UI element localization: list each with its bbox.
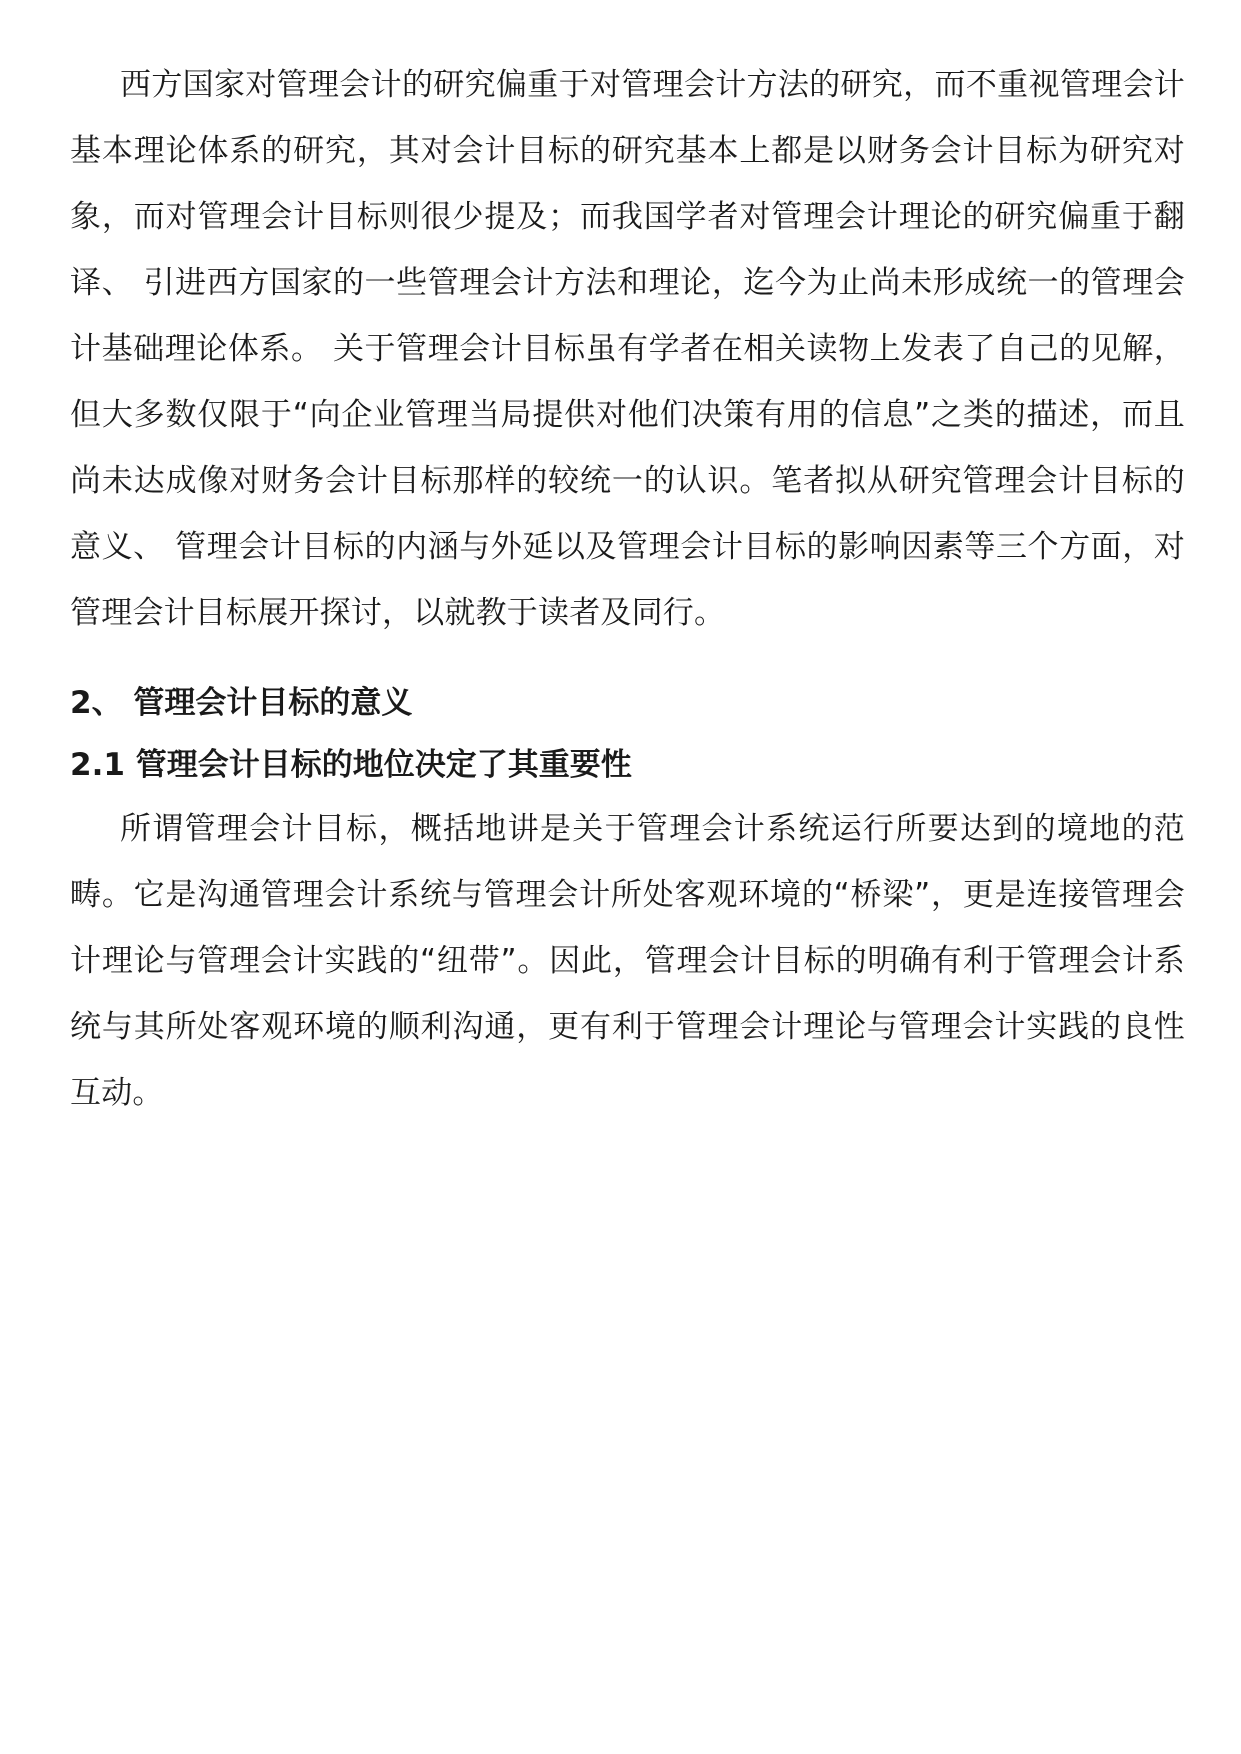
body-paragraph: 所谓管理会计目标，概括地讲是关于管理会计系统运行所要达到的境地的范畴。它是沟通管理会计系统与管理会计所处客观环境的“桥梁”，更是连接管理会计理论与管理会计实践的“纽带”。因此，管理会计目标的明确有利于管理会计系统与其所处客观环境的顺利沟通，更有利于管理会计理论与管理会计实践的良性互动。 xyxy=(70,811,1185,1111)
subsection-heading: 2.1 管理会计目标的地位决定了其重要性 xyxy=(70,747,632,783)
intro-paragraph: 西方国家对管理会计的研究偏重于对管理会计方法的研究，而不重视管理会计基本理论体系的研究，其对会计目标的研究基本上都是以财务会计目标为研究对象，而对管理会计目标则很少提及；而我国学者对管理会计理论的研究偏重于翻译、 引进西方国家的一些管理会计方法和理论，迄今为止尚未形成统一的管理会计基础理论体系。 关于管理会计目标虽有学者在相关读物上发表了自己的见解，但大多数仅限于“向企业管理当局提供对他们决策有用的信息”之类的描述，而且尚未达成像对财务会计目标那样的较统一的认识。笔者拟从研究管理会计目标的意义、 管理会计目标的内涵与外延以及管理会计目标的影响因素等三个方面，对管理会计目标展开探讨，以就教于读者及同行。 xyxy=(70,67,1185,631)
document-page xyxy=(70,52,1185,1126)
section-heading: 2、 管理会计目标的意义 xyxy=(70,685,413,721)
